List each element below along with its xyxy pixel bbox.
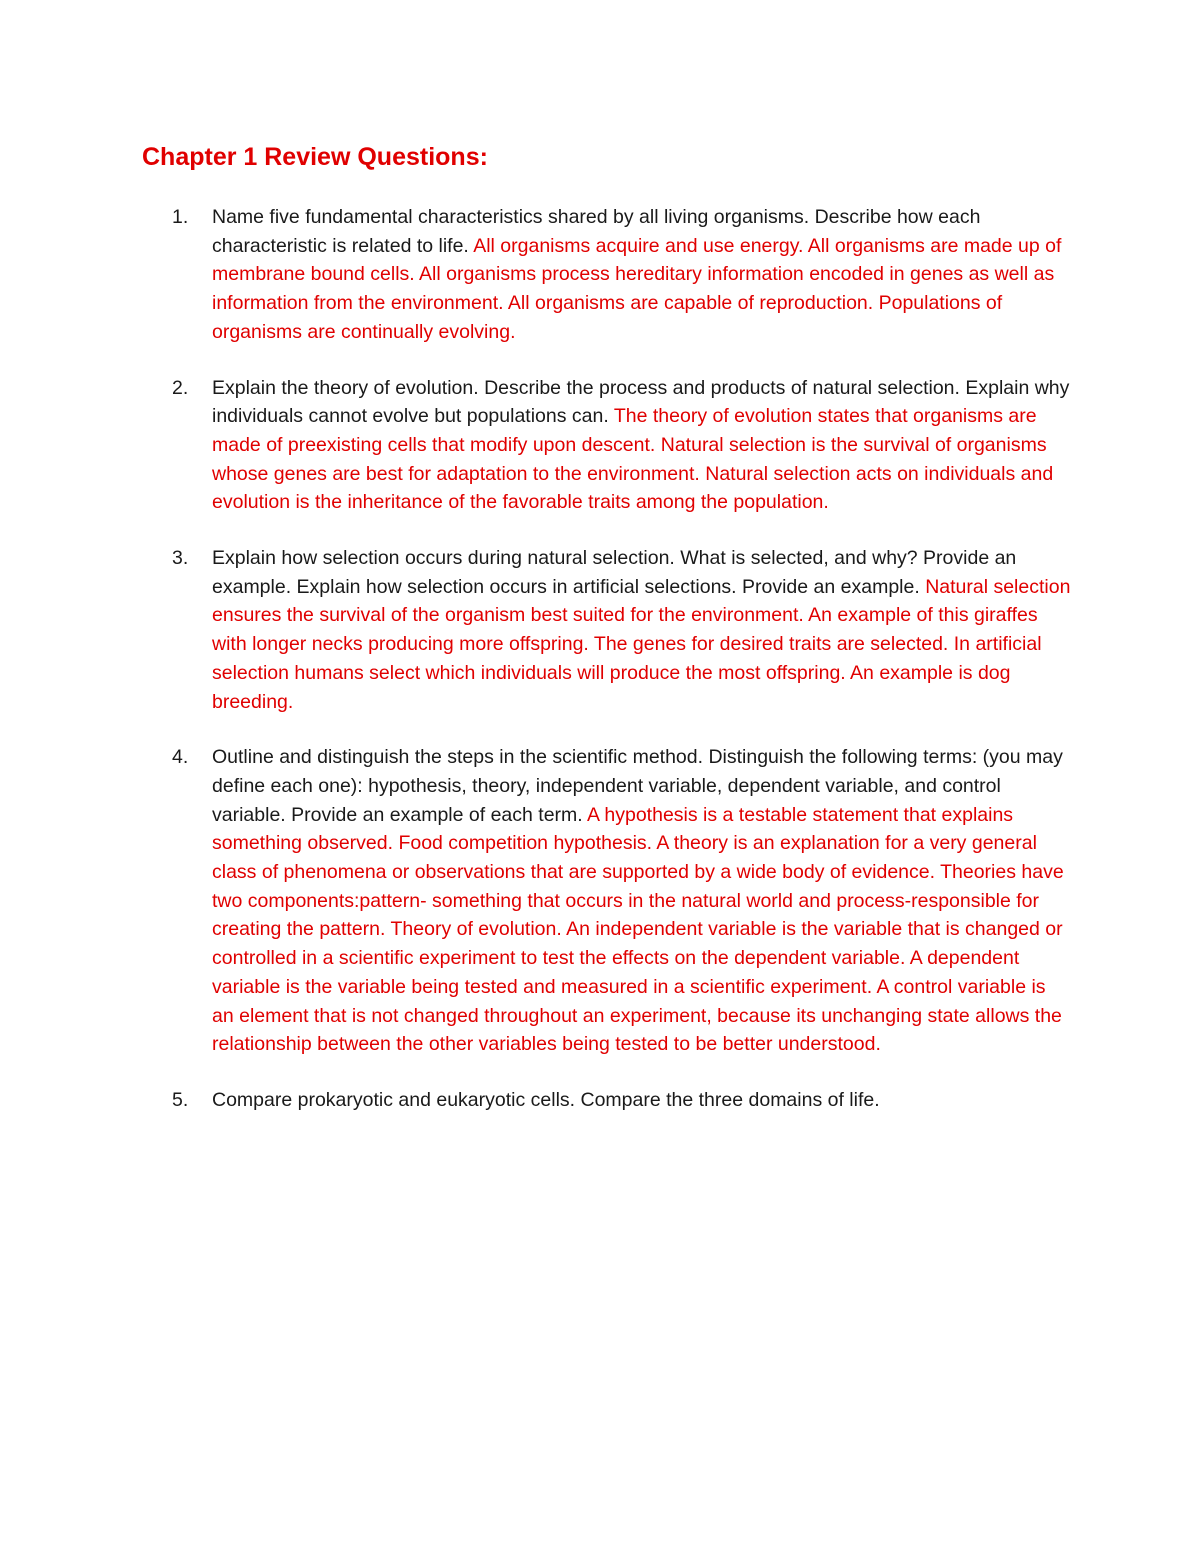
question-list — [172, 203, 1072, 1142]
question-number: 4. — [172, 746, 189, 769]
answer-text: A hypothesis is a testable statement that explains something observed. Food competition hypothesis. A theory is an explanation for a very general class of phenomena or observations that are supported by a wide body of evidence. Theories have two components:pattern- something that occurs in the natural world and process-responsible for creating the pattern. Theory of evolution. An independent variable is the variable that is changed or controlled in a scientific experiment to test the effects on the dependent variable. A dependent variable is the variable being tested and measured in a scientific experiment. A control variable is an element that is not changed throughout an experiment, because its unchanging state allows the relationship between the other variables being tested to be better understood. — [212, 803, 1064, 1056]
question-item-3 — [172, 544, 1072, 716]
question-text: Outline and distinguish the steps in the scientific method. Distinguish the following terms: (you may define each one): hypothesis, theory, independent variable, dependent variable, and control variable. Provide an example of each term. — [212, 746, 1063, 826]
question-number: 3. — [172, 547, 189, 570]
question-text: Explain the theory of evolution. Describe the process and products of natural selection. Explain why individuals cannot evolve but populations can. — [212, 376, 1070, 428]
question-item-5 — [172, 1086, 1072, 1115]
question-item-1 — [172, 203, 1072, 347]
question-text: Compare prokaryotic and eukaryotic cells. Compare the three domains of life. — [212, 1088, 880, 1111]
question-number: 2. — [172, 376, 189, 399]
question-number: 5. — [172, 1088, 189, 1111]
question-text: Explain how selection occurs during natural selection. What is selected, and why? Provide an example. Explain how selection occurs in artificial selections. Provide an example. — [212, 547, 1017, 598]
question-text: Name five fundamental characteristics shared by all living organisms. Describe how each characteristic is related to life. — [212, 206, 981, 257]
question-number: 1. — [172, 206, 189, 228]
answer-text: All organisms acquire and use energy. All organisms are made up of membrane bound cells. All organisms process hereditary information encoded in genes as well as information from the environment. All organisms are capable of reproduction. Populations of organisms are continually evolving. — [212, 234, 1062, 343]
page-title: Chapter 1 Review Questions: — [142, 143, 488, 171]
question-item-2 — [172, 374, 1072, 518]
answer-text: Natural selection ensures the survival of the organism best suited for the environment. An example of this giraffes with longer necks producing more offspring. The genes for desired traits are selected. In artificial selection humans select which individuals will produce the most offspring. An example is dog breeding. — [212, 575, 1071, 713]
answer-text: The theory of evolution states that organisms are made of preexisting cells that modify upon descent. Natural selection is the survival of organisms whose genes are best for adaptation to the environment. Natural selection acts on individuals and evolution is the inheritance of the favorable traits among the population. — [212, 405, 1054, 514]
question-item-4 — [172, 743, 1072, 1059]
